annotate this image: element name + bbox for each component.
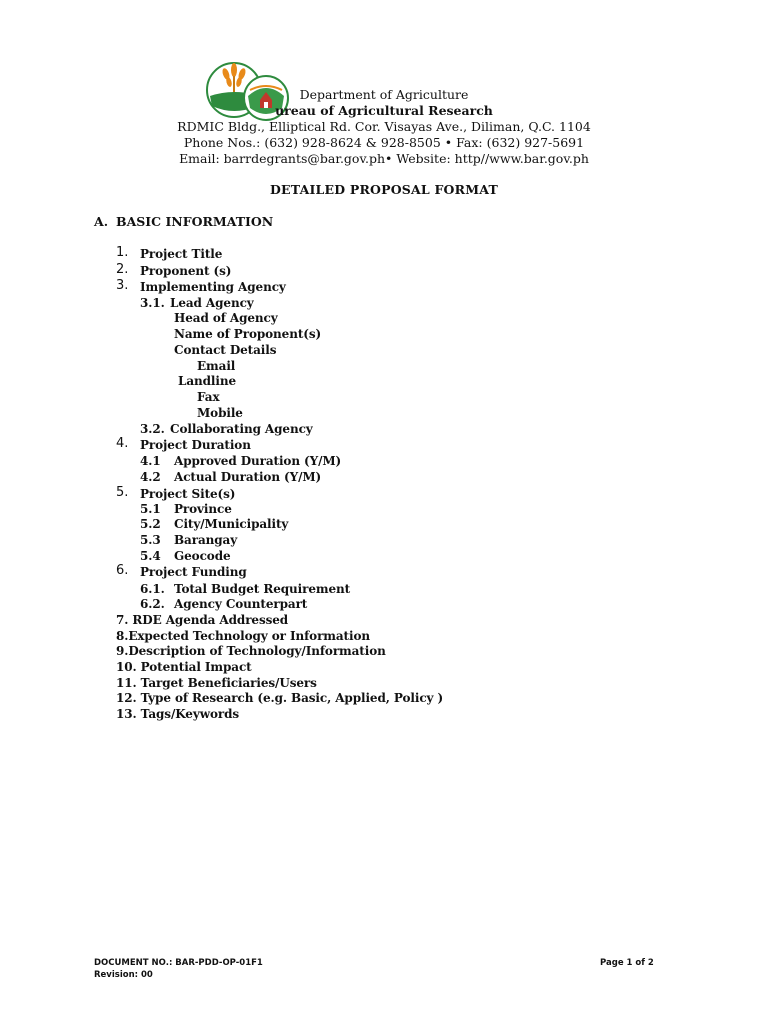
list-item: 12. Type of Research (e.g. Basic, Applied, Policy ) <box>116 691 444 705</box>
sub-item-number: 3.1. <box>140 296 165 310</box>
list-item-number: 1. <box>116 245 129 260</box>
sub-item: Lead Agency <box>170 296 254 310</box>
sub-item-number: 4.2 <box>140 470 161 484</box>
sub-item-number: 4.1 <box>140 454 161 468</box>
list-item: Project Title <box>140 247 223 261</box>
email-website-line: Email: barrdegrants@bar.gov.ph• Website: http//www.bar.gov.ph <box>179 151 589 166</box>
list-item: 11. Target Beneficiaries/Users <box>116 676 317 690</box>
list-item: Proponent (s) <box>140 264 232 278</box>
sub-item: Barangay <box>174 533 238 547</box>
sub-item: Total Budget Requirement <box>174 582 351 596</box>
detail-item: Fax <box>197 390 220 404</box>
list-item: 13. Tags/Keywords <box>116 707 240 721</box>
sub-item: City/Municipality <box>174 517 289 531</box>
list-item: Project Site(s) <box>140 487 236 501</box>
sub-item-number: 3.2. <box>140 422 165 436</box>
sub-item-number: 6.2. <box>140 597 165 611</box>
sub-item-number: 5.4 <box>140 549 161 563</box>
list-item: 9.Description of Technology/Information <box>116 644 386 658</box>
org-name: Department of Agriculture <box>299 87 469 102</box>
detail-item: Head of Agency <box>174 311 278 325</box>
list-item: 8.Expected Technology or Information <box>116 629 370 643</box>
section-letter: A. <box>94 214 109 229</box>
sub-item: Approved Duration (Y/M) <box>174 454 342 468</box>
sub-item: Collaborating Agency <box>170 422 313 436</box>
address-line: RDMIC Bldg., Elliptical Rd. Cor. Visayas Ave., Diliman, Q.C. 1104 <box>177 119 591 134</box>
section-title: BASIC INFORMATION <box>116 214 274 229</box>
sub-item: Province <box>174 502 232 516</box>
sub-item-number: 5.1 <box>140 502 161 516</box>
page-number: Page 1 of 2 <box>600 958 654 968</box>
list-item: 7. RDE Agenda Addressed <box>116 613 289 627</box>
list-item: Project Funding <box>140 565 247 579</box>
sub-item-number: 5.2 <box>140 517 161 531</box>
detail-item: Email <box>197 359 236 373</box>
sub-item-number: 6.1. <box>140 582 165 596</box>
detail-item: Contact Details <box>174 343 277 357</box>
list-item: Implementing Agency <box>140 280 286 294</box>
sub-item: Agency Counterpart <box>174 597 308 611</box>
sub-item-number: 5.3 <box>140 533 161 547</box>
sub-item: Actual Duration (Y/M) <box>174 470 322 484</box>
sub-item: Geocode <box>174 549 231 563</box>
phone-line: Phone Nos.: (632) 928-8624 & 928-8505 • Fax: (632) 927-5691 <box>183 135 585 150</box>
detail-item: Mobile <box>197 406 243 420</box>
detail-item: Landline <box>178 374 237 388</box>
document-number: DOCUMENT NO.: BAR-PDD-OP-01F1 <box>94 958 263 968</box>
document-title: DETAILED PROPOSAL FORMAT <box>270 182 498 197</box>
list-item: 10. Potential Impact <box>116 660 252 674</box>
revision: Revision: 00 <box>94 970 153 980</box>
detail-item: Name of Proponent(s) <box>174 327 322 341</box>
list-item-number: 5. <box>116 485 129 500</box>
list-item-number: 3. <box>116 278 129 293</box>
list-item-number: 6. <box>116 563 129 578</box>
bureau-name: ureau of Agricultural Research <box>275 103 493 118</box>
list-item-number: 4. <box>116 436 129 451</box>
list-item-number: 2. <box>116 262 129 277</box>
list-item: Project Duration <box>140 438 251 452</box>
